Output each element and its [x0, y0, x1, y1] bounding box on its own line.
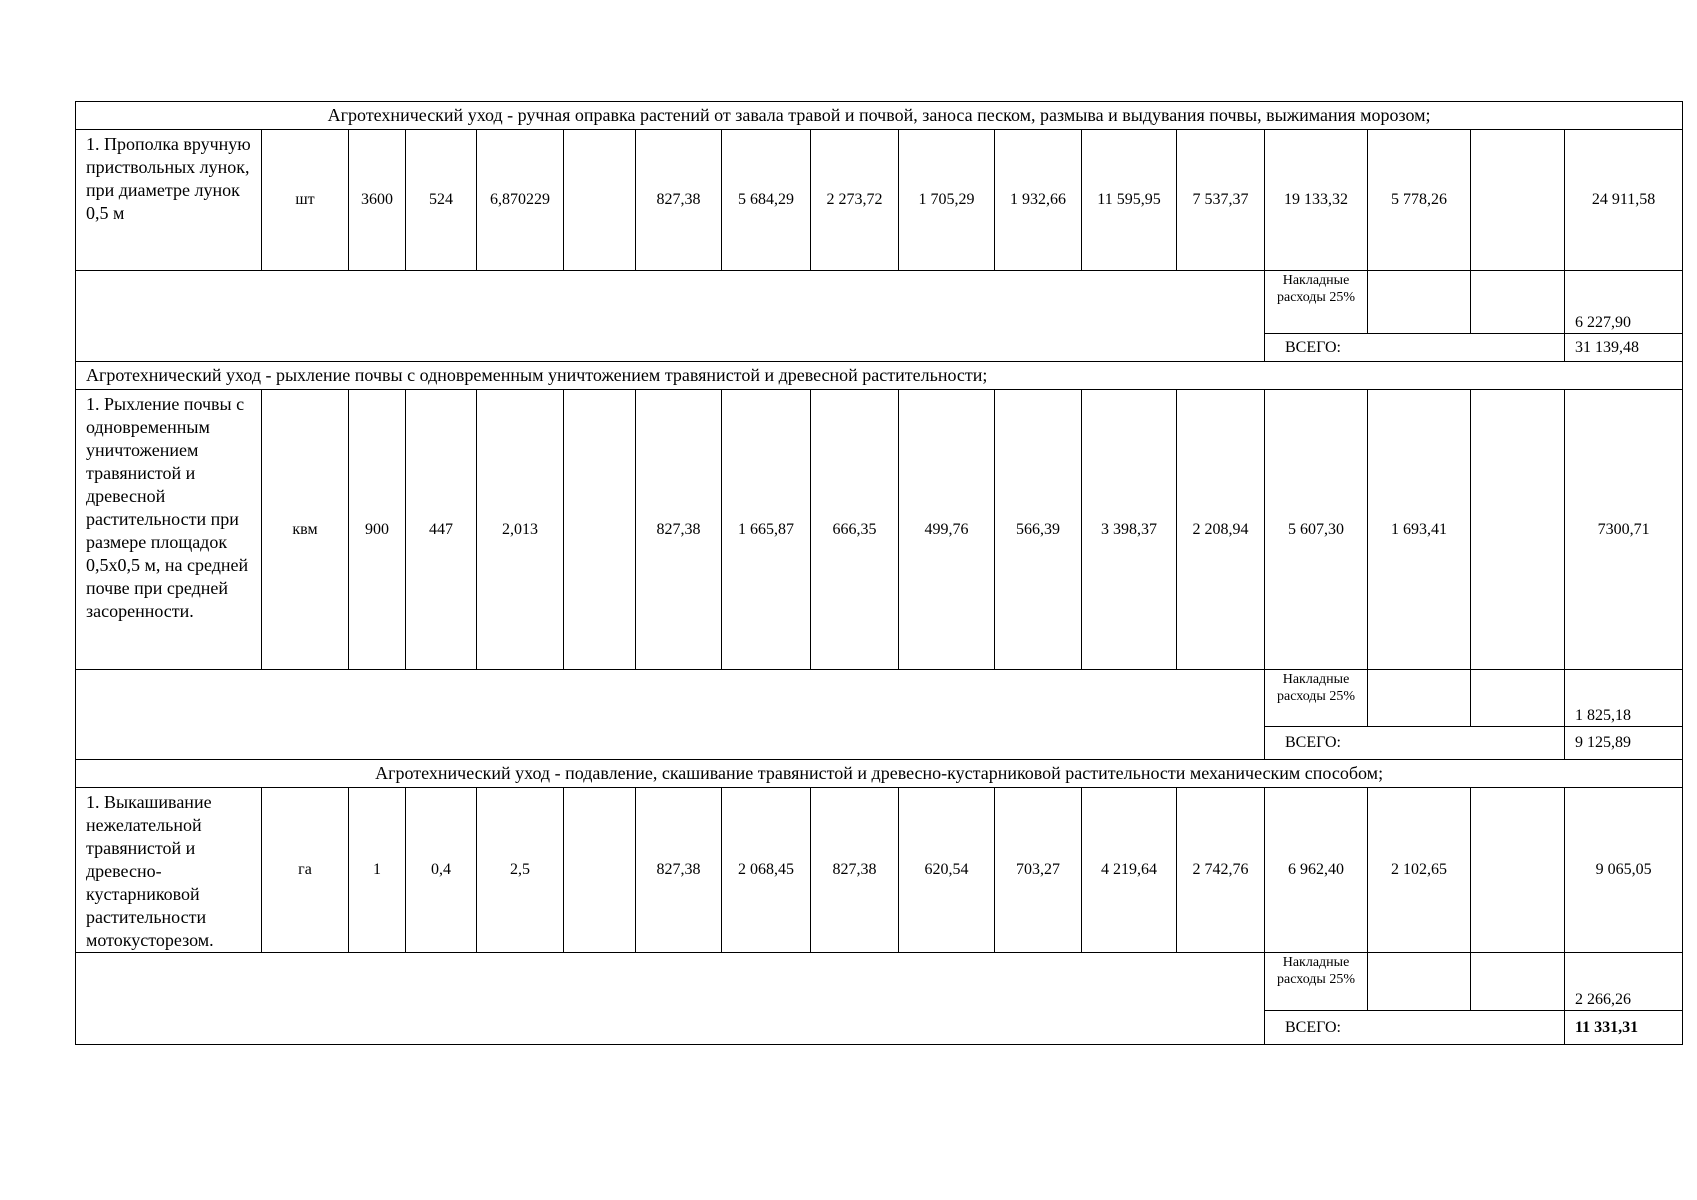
- section-title: Агротехнический уход - ручная оправка растений от завала травой и почвой, заноса песком, размыва и выдувания почвы, выжимания морозом;: [76, 102, 1683, 130]
- value-cell: 4 219,64: [1082, 788, 1177, 953]
- table-row: [76, 788, 1683, 953]
- overhead-value: 2 266,26: [1565, 953, 1683, 1011]
- overhead-value: 1 825,18: [1565, 670, 1683, 727]
- value-cell: 6 962,40: [1265, 788, 1368, 953]
- value-cell: 1 932,66: [995, 130, 1082, 271]
- value-cell: 827,38: [636, 390, 722, 670]
- overhead-value: 6 227,90: [1565, 271, 1683, 334]
- total-row: [76, 727, 1683, 760]
- value-cell: 3 398,37: [1082, 390, 1177, 670]
- value-cell: 2 273,72: [811, 130, 899, 271]
- blank-area: [76, 1011, 1265, 1045]
- value-cell: 620,54: [899, 788, 995, 953]
- work-name: 1. Выкашивание нежелательной травянистой и древесно-кустарниковой растительности мотокусторезом.: [76, 788, 262, 953]
- empty-cell: [1471, 953, 1565, 1011]
- total-label: ВСЕГО:: [1265, 1011, 1565, 1045]
- total-value: 9 125,89: [1565, 727, 1683, 760]
- total-label: ВСЕГО:: [1265, 727, 1565, 760]
- table-row: [76, 130, 1683, 271]
- value-cell: 666,35: [811, 390, 899, 670]
- unit-cell: шт: [262, 130, 349, 271]
- value-cell: 1: [349, 788, 406, 953]
- total-label: ВСЕГО:: [1265, 334, 1565, 362]
- value-cell: 3600: [349, 130, 406, 271]
- value-cell: 1 693,41: [1368, 390, 1471, 670]
- section-header-row: [76, 362, 1683, 390]
- overhead-label: Накладные расходы 25%: [1265, 271, 1368, 334]
- table-row: [76, 390, 1683, 670]
- section-header-row: [76, 760, 1683, 788]
- total-value: 31 139,48: [1565, 334, 1683, 362]
- value-cell: 900: [349, 390, 406, 670]
- blank-area: [76, 670, 1265, 727]
- value-cell: 524: [406, 130, 477, 271]
- value-cell: 2 068,45: [722, 788, 811, 953]
- value-cell: 827,38: [636, 130, 722, 271]
- value-cell: 2 102,65: [1368, 788, 1471, 953]
- blank-area: [76, 271, 1265, 334]
- value-cell: 827,38: [811, 788, 899, 953]
- overhead-row: [76, 670, 1683, 727]
- value-cell: 5 778,26: [1368, 130, 1471, 271]
- empty-cell: [1368, 953, 1471, 1011]
- value-cell: 827,38: [636, 788, 722, 953]
- value-cell: 566,39: [995, 390, 1082, 670]
- value-cell: 7 537,37: [1177, 130, 1265, 271]
- total-row: [76, 1011, 1683, 1045]
- value-cell: 11 595,95: [1082, 130, 1177, 271]
- value-cell: [564, 788, 636, 953]
- overhead-label: Накладные расходы 25%: [1265, 670, 1368, 727]
- value-cell: 447: [406, 390, 477, 670]
- overhead-row: [76, 953, 1683, 1011]
- work-name: 1. Прополка вручную приствольных лунок, при диаметре лунок 0,5 м: [76, 130, 262, 271]
- blank-area: [76, 727, 1265, 760]
- work-name: 1. Рыхление почвы с одновременным уничтожением травянистой и древесной растительности при размере площадок 0,5х0,5 м, на средней почве при средней засоренности.: [76, 390, 262, 670]
- value-cell: [1471, 130, 1565, 271]
- section-header-row: [76, 102, 1683, 130]
- value-cell: 2 208,94: [1177, 390, 1265, 670]
- value-cell: 2,013: [477, 390, 564, 670]
- value-cell: 1 705,29: [899, 130, 995, 271]
- value-cell: [564, 130, 636, 271]
- total-row: [76, 334, 1683, 362]
- value-cell: 499,76: [899, 390, 995, 670]
- value-cell: [1471, 390, 1565, 670]
- value-cell: 5 607,30: [1265, 390, 1368, 670]
- value-cell: 703,27: [995, 788, 1082, 953]
- overhead-label: Накладные расходы 25%: [1265, 953, 1368, 1011]
- value-cell: 2,5: [477, 788, 564, 953]
- value-cell: 6,870229: [477, 130, 564, 271]
- unit-cell: га: [262, 788, 349, 953]
- empty-cell: [1471, 670, 1565, 727]
- cost-estimate-table: [75, 101, 1683, 1045]
- value-cell: [1471, 788, 1565, 953]
- blank-area: [76, 334, 1265, 362]
- empty-cell: [1368, 670, 1471, 727]
- unit-cell: квм: [262, 390, 349, 670]
- total-value: 11 331,31: [1565, 1011, 1683, 1045]
- value-cell: 5 684,29: [722, 130, 811, 271]
- empty-cell: [1471, 271, 1565, 334]
- blank-area: [76, 953, 1265, 1011]
- overhead-row: [76, 271, 1683, 334]
- section-title: Агротехнический уход - подавление, скашивание травянистой и древесно-кустарниковой растительности механическим способом;: [76, 760, 1683, 788]
- value-cell: 19 133,32: [1265, 130, 1368, 271]
- value-cell: 2 742,76: [1177, 788, 1265, 953]
- empty-cell: [1368, 271, 1471, 334]
- total-cell: 9 065,05: [1565, 788, 1683, 953]
- value-cell: 0,4: [406, 788, 477, 953]
- total-cell: 24 911,58: [1565, 130, 1683, 271]
- section-title: Агротехнический уход - рыхление почвы с одновременным уничтожением травянистой и древесной растительности;: [76, 362, 1683, 390]
- value-cell: [564, 390, 636, 670]
- value-cell: 1 665,87: [722, 390, 811, 670]
- total-cell: 7300,71: [1565, 390, 1683, 670]
